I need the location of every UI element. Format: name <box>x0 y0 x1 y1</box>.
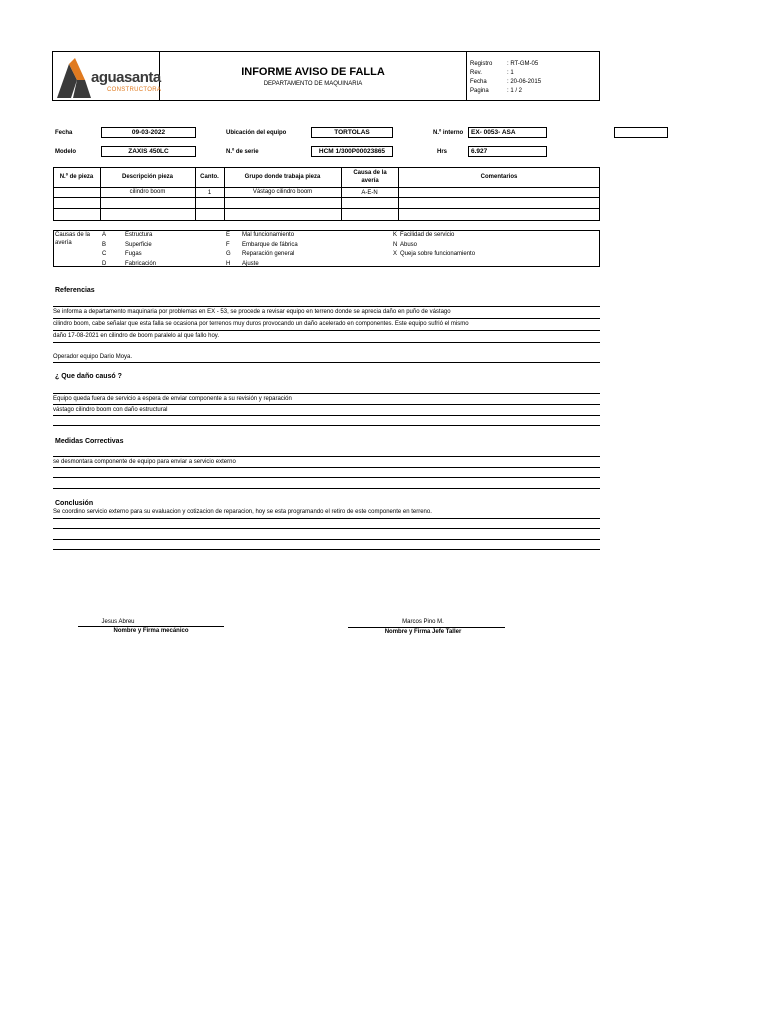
modelo-field[interactable]: ZAXIS 450LC <box>101 146 196 157</box>
ubicacion-label: Ubicación del equipo <box>226 130 287 136</box>
cause-text: Fabricación <box>125 260 157 267</box>
serie-field[interactable]: HCM 1/300P00023865 <box>311 146 393 157</box>
cause-text: Queja sobre funcionamiento <box>400 251 476 257</box>
cause-text: Embarque de fábrica <box>242 241 298 248</box>
cause-text: Ajuste <box>242 260 259 267</box>
cause-text: Mal funcionamiento <box>242 232 295 238</box>
conclusion-title: Conclusión <box>55 500 94 507</box>
referencias-line: Se informa a departamento maquinaria por problemas en EX - 53, se procede a revisar equipo en terreno donde se aprecia daño en puño de vástago <box>53 309 451 315</box>
dano-line: Equipo queda fuera de servicio a espera de enviar componente a su revisión y reparación <box>53 396 292 402</box>
cause-code: H <box>226 260 231 267</box>
meta-label: Registro <box>470 61 493 67</box>
referencias-title: Referencias <box>55 287 95 294</box>
referencias-line: Operador equipo Dario Moya. <box>53 354 133 360</box>
meta-label: Fecha <box>470 79 487 85</box>
cause-text: Facilidad de servicio <box>400 232 455 238</box>
table-cell: cilindro boom <box>129 189 166 195</box>
cause-text: Estructura <box>125 232 153 238</box>
hrs-field[interactable]: 6.927 <box>468 146 547 157</box>
cause-code: E <box>226 232 231 238</box>
cause-code: A <box>102 232 107 238</box>
th-descripcion: Descripción pieza <box>121 174 174 180</box>
fecha-label: Fecha <box>55 130 73 136</box>
meta-label: Rev. <box>470 70 482 76</box>
signature-right-label: Nombre y Firma Jefe Taller <box>384 629 462 635</box>
th-pieza: N.º de pieza <box>59 174 94 180</box>
signature-left-name: Jesus Abreu <box>101 619 135 625</box>
cause-text: Fugas <box>125 251 142 257</box>
cause-text: Reparación general <box>242 251 295 257</box>
medidas-line: se desmontara componente de equipo para enviar a servicio externo <box>53 459 236 465</box>
serie-label: N.º de serie <box>226 149 259 155</box>
header-divider-2 <box>466 51 467 101</box>
meta-value: : 1 / 2 <box>507 88 523 94</box>
th-canto: Canto. <box>200 174 219 180</box>
meta-value: : RT-GM-05 <box>507 61 539 67</box>
logo-brand-text: aguasanta <box>91 69 161 86</box>
interno-label: N.º interno <box>433 130 464 136</box>
logo-mountain-icon <box>55 54 93 99</box>
meta-value: : 1 <box>507 70 514 76</box>
fecha-field[interactable]: 09-03-2022 <box>101 127 196 138</box>
extra-field[interactable] <box>614 127 668 138</box>
table-cell: A-E-N <box>361 190 378 196</box>
conclusion-line: Se coordino servicio externo para su evaluacion y cotizacion de reparacion, hoy se esta programando el retiro de este componente en terreno. <box>53 509 432 515</box>
page-title: INFORME AVISO DE FALLA <box>241 66 385 78</box>
th-grupo: Grupo donde trabaja pieza <box>244 174 321 180</box>
logo-sub-text: CONSTRUCTORA <box>107 87 162 93</box>
table-cell: 1 <box>207 190 212 196</box>
modelo-label: Modelo <box>55 149 76 155</box>
signature-right-name: Marcos Pino M. <box>402 619 444 625</box>
cause-text: Abuso <box>400 241 418 248</box>
cause-code: F <box>226 241 230 248</box>
signature-left-label: Nombre y Firma mecánico <box>113 628 189 634</box>
dano-line: vástago cilindro boom con daño estructural <box>53 407 168 413</box>
cause-code: B <box>102 241 107 248</box>
cause-code: N <box>393 241 398 248</box>
interno-field[interactable]: EX- 0053- ASA <box>468 127 547 138</box>
cause-code: D <box>102 260 107 267</box>
referencias-line: cilindro boom, cabe señalar que esta falla se ocasiona por terrenos muy duros provocando un daño acelerado en componentes. Este equipo sufrió el mismo <box>53 321 469 327</box>
causes-label: Causas de la avería <box>55 232 91 246</box>
medidas-title: Medidas Correctivas <box>55 438 124 445</box>
company-logo <box>55 54 162 99</box>
cause-code: X <box>393 251 398 257</box>
hrs-label: Hrs <box>437 149 448 155</box>
meta-value: : 20-06-2015 <box>507 79 542 85</box>
cause-text: Superficie <box>125 241 152 248</box>
header-meta <box>470 60 598 96</box>
referencias-line: daño 17-08-2021 en cilindro de boom paralelo al que fallo hoy. <box>53 333 220 339</box>
ubicacion-field[interactable]: TORTOLAS <box>311 127 393 138</box>
causes-col1 <box>102 231 156 268</box>
cause-code: C <box>102 251 107 257</box>
cause-code: K <box>393 232 398 238</box>
page-subtitle: DEPARTAMENTO DE MAQUINARIA <box>263 81 363 87</box>
meta-label: Pagina <box>470 88 489 94</box>
causes-col2 <box>226 231 298 268</box>
th-causa: Causa de la avería <box>353 170 387 184</box>
causes-col3 <box>393 231 475 258</box>
dano-title: ¿ Que daño causó ? <box>55 373 122 380</box>
table-cell: Vástago cilindro boom <box>252 189 313 195</box>
th-comentarios: Comentarios <box>480 174 518 180</box>
cause-code: G <box>226 251 231 257</box>
